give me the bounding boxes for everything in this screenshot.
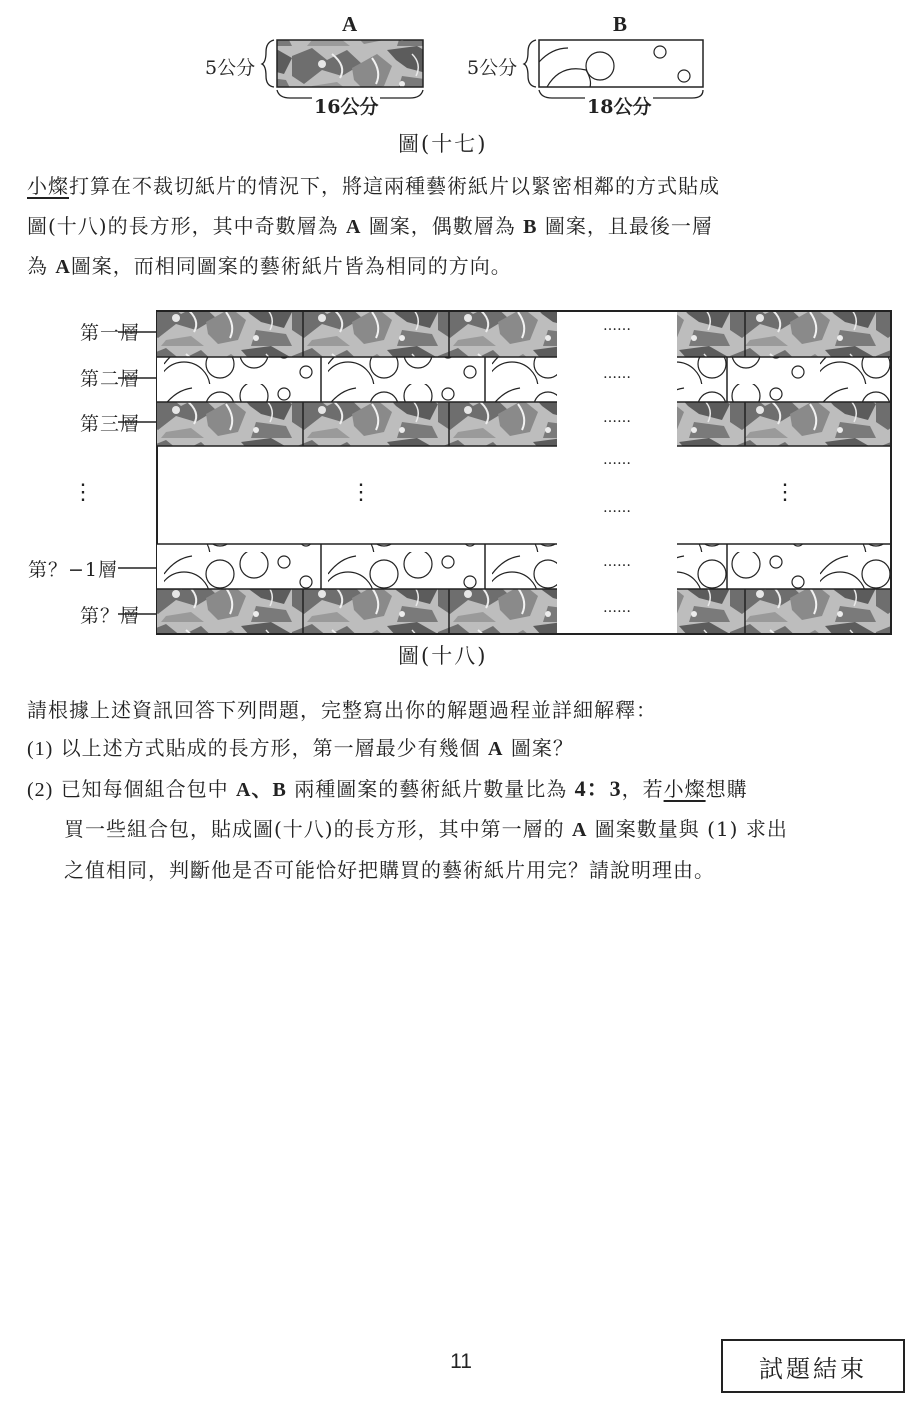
question-1-text: 圖案？ <box>510 736 574 760</box>
paragraph-line-1 <box>27 166 902 206</box>
question-1-text: 以上述方式貼成的長方形，第一層最少有幾個 <box>60 736 481 760</box>
letter-a: A <box>488 738 504 760</box>
question-2-text: ，若 <box>621 777 664 801</box>
ellipsis-row-6: …… <box>603 554 631 570</box>
fig18-drawing <box>0 300 922 645</box>
question-1-number: (1) <box>27 738 54 760</box>
fig17-b-height: 5公分 <box>467 57 518 79</box>
layer-2 <box>157 357 891 402</box>
letter-a: A <box>345 216 362 238</box>
paragraph-line-3 <box>27 246 902 286</box>
vdots-col-1: ⋮ <box>350 480 372 505</box>
question-2-text: 想購 <box>705 777 748 801</box>
question-2-text: 兩種圖案的藝術紙片數量比為 <box>294 777 568 801</box>
ellipsis-row-3: …… <box>603 410 631 426</box>
question-2-line-3: 之值相同，判斷他是否可能恰好把購買的藝術紙片用完？請說明理由。 <box>64 858 715 882</box>
question-1 <box>27 732 574 761</box>
letter-b: B <box>523 216 538 238</box>
page-number: 11 <box>450 1350 472 1373</box>
layer-1 <box>157 311 891 357</box>
question-2-line-1 <box>27 772 748 803</box>
letters-ab: A、B <box>236 779 287 801</box>
end-of-exam-label: 試題結束 <box>759 1354 867 1383</box>
layer-label-second-last: 第？−1層 <box>27 559 118 581</box>
fig17-b-width: 18公分 <box>585 92 653 119</box>
figure-17 <box>0 0 922 160</box>
paragraph-text: 打算在不裁切紙片的情況下，將這兩種藝術紙片以緊密相鄰的方式貼成 <box>69 174 720 198</box>
layer-label-vdots: ⋮ <box>72 480 94 505</box>
intro-paragraph <box>27 166 902 286</box>
brace-b-height <box>524 40 536 87</box>
paragraph-text: 圖(十八)的長方形，其中奇數層為 <box>27 214 339 238</box>
student-name: 小燦 <box>663 777 706 801</box>
layer-label-3: 第三層 <box>79 413 140 435</box>
fig17-a-height: 5公分 <box>205 57 256 79</box>
question-2-text: 圖案數量與 (1) 求出 <box>594 817 788 841</box>
tile-a <box>277 40 423 87</box>
fig17-label-a: A <box>342 12 358 36</box>
fig17-label-b: B <box>613 12 628 36</box>
layer-3 <box>157 402 891 446</box>
fig18-caption: 圖(十八) <box>398 644 488 668</box>
ellipsis-row-2: …… <box>603 366 631 382</box>
paragraph-line-2 <box>27 206 902 246</box>
question-2-text: 買一些組合包，貼成圖(十八)的長方形，其中第一層的 <box>64 817 565 841</box>
letter-a: A <box>55 256 71 278</box>
ellipsis-row-7: …… <box>603 600 631 616</box>
layer-second-last <box>157 544 891 589</box>
paragraph-text: 為 <box>27 254 48 278</box>
figure-18 <box>0 300 922 680</box>
vdots-col-2: ⋮ <box>774 480 796 505</box>
layer-last <box>157 589 891 634</box>
paragraph-text: 圖案，偶數層為 <box>368 214 516 238</box>
paragraph-text: 圖案，而相同圖案的藝術紙片皆為相同的方向。 <box>70 254 512 278</box>
question-2-number: (2) <box>27 779 54 801</box>
end-of-exam-box <box>721 1339 905 1393</box>
ellipsis-row-1: …… <box>603 318 631 334</box>
fig17-drawing <box>0 0 922 120</box>
paragraph-text: 圖案，且最後一層 <box>544 214 713 238</box>
ratio: 4：3 <box>574 776 622 801</box>
layer-label-last: 第？層 <box>79 605 140 627</box>
fig18-gap <box>557 311 677 634</box>
letter-a: A <box>571 819 588 841</box>
brace-a-height <box>262 40 274 87</box>
tile-b <box>539 40 703 87</box>
fig17-caption: 圖(十七) <box>398 132 488 156</box>
layer-label-2: 第二層 <box>79 368 140 390</box>
question-2-text: 已知每個組合包中 <box>60 777 229 801</box>
layer-label-1: 第一層 <box>79 322 140 344</box>
fig17-a-width: 16公分 <box>312 92 380 119</box>
student-name: 小燦 <box>27 174 69 198</box>
layer-leader-lines <box>118 332 157 614</box>
ellipsis-row-5: …… <box>603 500 631 516</box>
questions-intro: 請根據上述資訊回答下列問題，完整寫出你的解題過程並詳細解釋： <box>27 698 657 722</box>
ellipsis-row-4: …… <box>603 452 631 468</box>
question-2-line-2 <box>64 813 788 842</box>
